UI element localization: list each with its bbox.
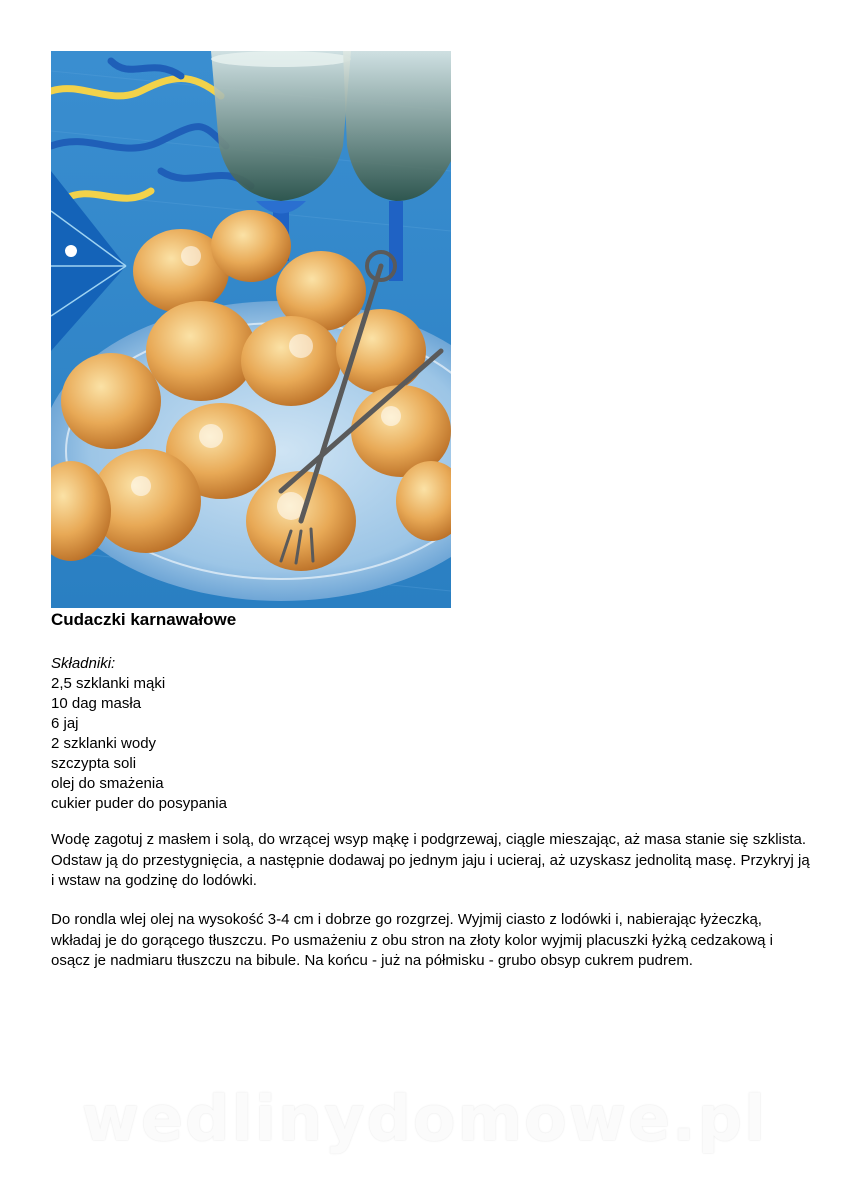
recipe-title: Cudaczki karnawałowe <box>51 610 237 629</box>
ingredients-section <box>51 654 227 814</box>
fried-pastries-illustration <box>51 51 451 608</box>
site-watermark: wedlinydomowe.pl <box>81 1082 768 1155</box>
ingredient-item: 10 dag masła <box>51 695 142 712</box>
ingredient-item: 6 jaj <box>51 715 79 732</box>
ingredient-item: 2 szklanki wody <box>51 735 157 752</box>
ingredients-list <box>51 674 227 814</box>
ingredient-item: olej do smażenia <box>51 775 164 792</box>
ingredients-label: Składniki: <box>51 655 116 672</box>
recipe-photo <box>51 51 451 608</box>
ingredient-item: 2,5 szklanki mąki <box>51 675 166 692</box>
instruction-paragraph: Wodę zagotuj z masłem i solą, do wrzącej wsyp mąkę i podgrzewaj, ciągle mieszając, aż masa stanie się szklista. Odstaw ją do przestygnięcia, a następnie dodawaj po jednym jaju i ucieraj, aż uzyskasz jednolitą masę. Przykryj ją i wstaw na godzinę do lodówki. <box>51 831 810 889</box>
ingredient-item: szczypta soli <box>51 755 137 772</box>
instruction-paragraph: Do rondla wlej olej na wysokość 3-4 cm i dobrze go rozgrzej. Wyjmij ciasto z lodówki i, nabierając łyżeczką, wkładaj je do gorącego tłuszczu. Po usmażeniu z obu stron na złoty kolor wyjmij placuszki łyżką cedzakową i osącz je nadmiaru tłuszczu na bibule. Na końcu - już na półmisku - grubo obsyp cukrem pudrem. <box>51 911 773 969</box>
ingredient-item: cukier puder do posypania <box>51 795 227 812</box>
